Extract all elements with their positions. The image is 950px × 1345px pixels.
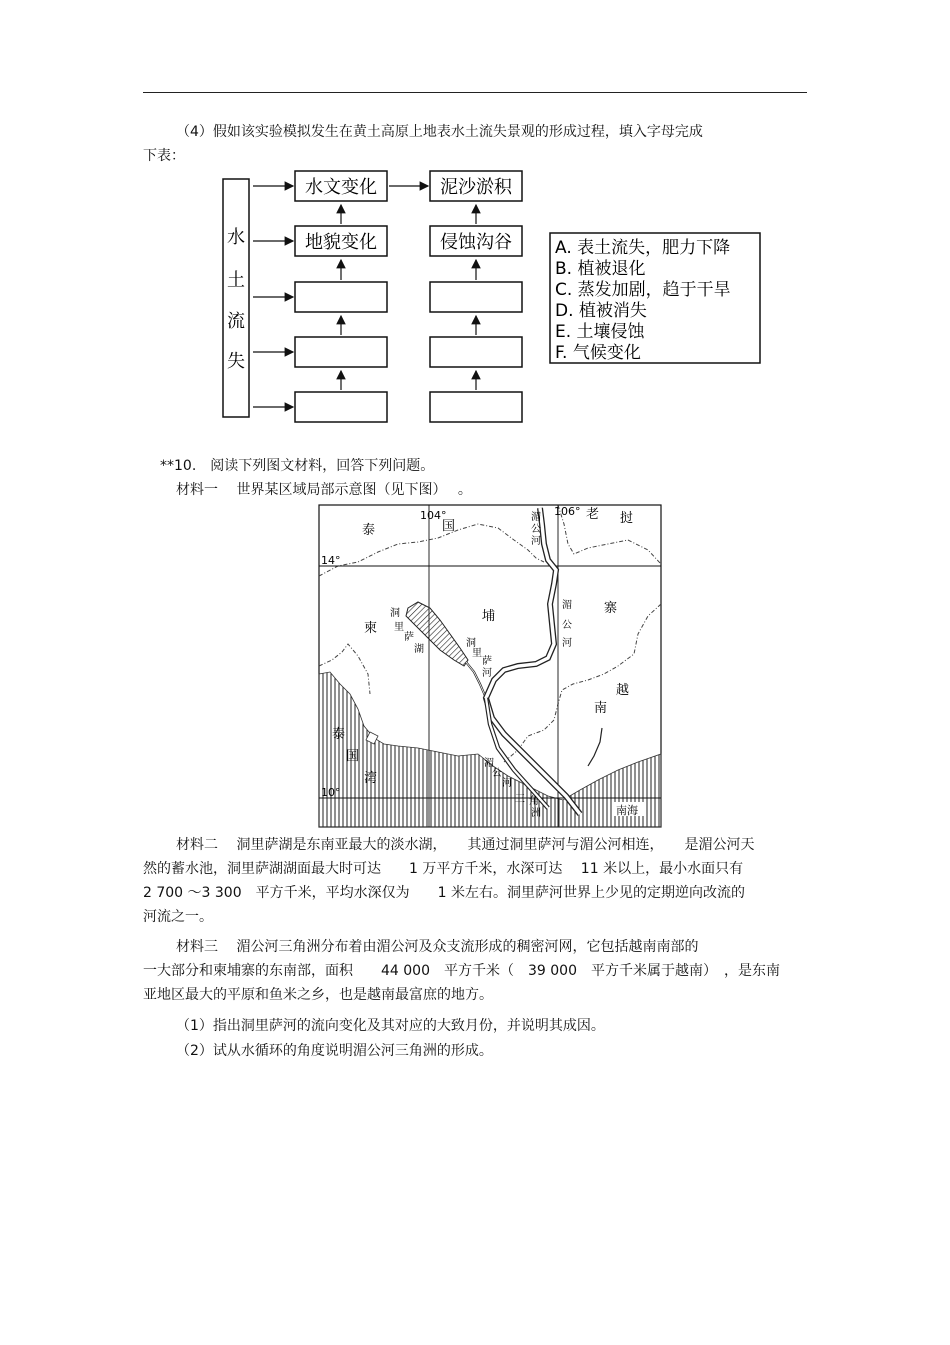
mekong-region-map [318, 504, 662, 828]
option-e: E. 土壤侵蚀 [555, 322, 645, 342]
material2-line1: 材料二 洞里萨湖是东南亚最大的淡水湖， 其通过洞里萨河与湄公河相连， 是湄公河天 [176, 837, 755, 853]
label-gulf-3: 湾 [364, 771, 378, 786]
label-lake-1: 洞 [390, 608, 400, 619]
header-rule [143, 92, 807, 93]
label-tsriver-2: 里 [472, 648, 482, 659]
label-lake-3: 萨 [404, 632, 414, 643]
label-mekong-low-2: 公 [492, 768, 502, 779]
option-f: F. 气候变化 [555, 343, 641, 363]
lat-label-14: 14° [321, 554, 341, 567]
label-south-sea: 南海 [616, 804, 638, 817]
left-char-2: 土 [227, 270, 245, 291]
label-tsriver-1: 洞 [466, 638, 476, 649]
soil-erosion-flowchart [215, 165, 765, 425]
label-cambodia-2: 埔 [482, 609, 496, 624]
material3-paragraph [143, 935, 807, 1007]
label-thailand-top-2: 国 [442, 519, 456, 534]
lon-label-106: 106° [554, 505, 581, 518]
label-mekong-top-2: 公 [531, 524, 541, 535]
box-r1c1-label: 水文变化 [305, 177, 377, 198]
blank-box-r5c1[interactable] [295, 392, 387, 422]
box-r2c2-label: 侵蚀沟谷 [440, 232, 512, 253]
q4-text-line1: （4）假如该实验模拟发生在黄土高原上地表水土流失景观的形成过程，填入字母完成 [176, 124, 703, 140]
label-delta-2: 角 [529, 796, 539, 807]
material1-caption: 材料一 世界某区域局部示意图（见下图） 。 [176, 482, 472, 498]
left-char-3: 流 [227, 311, 245, 332]
box-r2c1-label: 地貌变化 [305, 232, 377, 253]
blank-box-r5c2[interactable] [430, 392, 522, 422]
label-mekong-low-3: 河 [502, 778, 512, 789]
label-mekong-mid-3: 河 [562, 638, 572, 649]
option-b: B. 植被退化 [555, 259, 646, 279]
label-vietnam-2: 南 [594, 701, 608, 716]
label-delta-1: 三 [515, 794, 525, 805]
material2-line3: 2 700 ～3 300 平方千米，平均水深仅为 1 米左右。洞里萨河世界上少见的定期逆向改流的 [143, 885, 745, 901]
lat-label-10: 10° [321, 786, 341, 799]
material2-line2: 然的蓄水池，洞里萨湖湖面最大时可达 1 万平方千米，水深可达 11 米以上，最小水面只有 [143, 861, 744, 877]
lon-label-104: 104° [420, 509, 447, 522]
option-d: D. 植被消失 [555, 301, 647, 321]
label-mekong-top-3: 河 [531, 536, 541, 547]
blank-box-r4c2[interactable] [430, 337, 522, 367]
material3-line1: 材料三 湄公河三角洲分布着由湄公河及众支流形成的稠密河网，它包括越南南部的 [176, 939, 699, 955]
label-thailand-top-1: 泰 [362, 523, 376, 538]
label-cambodia-3: 寨 [604, 601, 618, 616]
label-gulf-1: 泰 [332, 727, 346, 742]
option-c: C. 蒸发加剧，趋于干旱 [555, 280, 731, 300]
blank-box-r3c2[interactable] [430, 282, 522, 312]
material3-line3: 亚地区最大的平原和鱼米之乡，也是越南最富庶的地方。 [143, 987, 493, 1003]
blank-box-r4c1[interactable] [295, 337, 387, 367]
material3-line2: 一大部分和柬埔寨的东南部，面积 44 000 平方千米（ 39 000 平方千米属于越南） ，是东南 [143, 963, 780, 979]
label-mekong-mid-1: 湄 [562, 600, 572, 611]
left-char-1: 水 [227, 227, 245, 248]
label-cambodia-1: 柬 [364, 621, 378, 636]
left-char-4: 失 [227, 351, 245, 372]
label-mekong-low-1: 湄 [484, 758, 494, 769]
label-mekong-mid-2: 公 [562, 620, 572, 631]
blank-box-r3c1[interactable] [295, 282, 387, 312]
material2-paragraph [143, 833, 807, 929]
question-1: （1）指出洞里萨河的流向变化及其对应的大致月份，并说明其成因。 [176, 1018, 605, 1034]
label-lake-2: 里 [394, 622, 404, 633]
label-lake-4: 湖 [414, 644, 424, 655]
label-tsriver-3: 萨 [482, 656, 492, 667]
q10-heading: **10. 阅读下列图文材料，回答下列问题。 [160, 458, 435, 474]
material2-line4: 河流之一。 [143, 909, 213, 925]
label-laos-2: 挝 [620, 511, 634, 526]
left-tall-box [223, 179, 249, 417]
option-a: A. 表土流失，肥力下降 [555, 238, 731, 258]
label-tsriver-4: 河 [482, 668, 492, 679]
q4-text-line2: 下表： [143, 148, 185, 164]
label-mekong-top-1: 湄 [531, 512, 541, 523]
label-vietnam-1: 越 [616, 683, 630, 698]
label-laos-1: 老 [586, 507, 600, 522]
label-delta-3: 洲 [531, 808, 541, 819]
label-gulf-2: 国 [346, 749, 360, 764]
question-2: （2）试从水循环的角度说明湄公河三角洲的形成。 [176, 1043, 493, 1059]
box-r1c2-label: 泥沙淤积 [440, 177, 512, 198]
